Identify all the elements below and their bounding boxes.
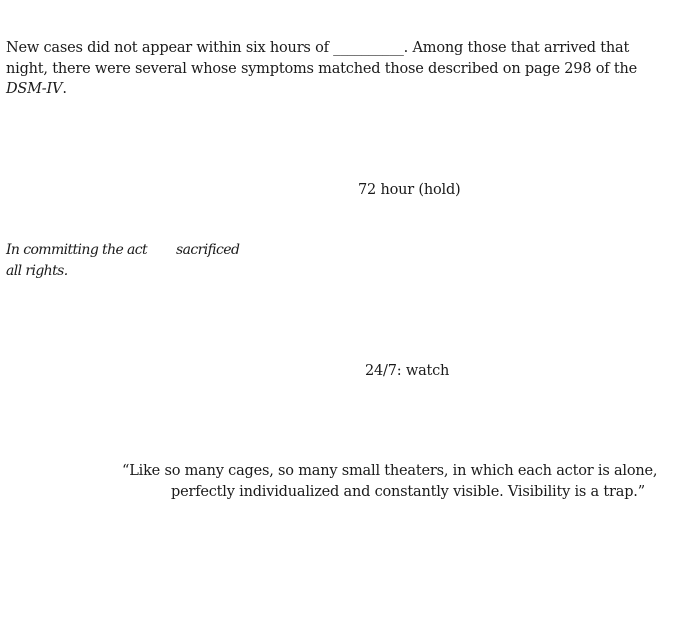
dsm-iv-title: DSM-IV	[6, 81, 63, 97]
seventy-two-hour-label: 72 hour (hold)	[358, 182, 461, 198]
twenty-four-seven-label: 24/7: watch	[365, 363, 450, 379]
italic-fragment	[6, 240, 239, 281]
intro-line-3	[6, 79, 637, 100]
closing-quote	[122, 461, 657, 502]
quote-line-1: “Like so many cages, so many small theaters, in which each actor is alone,	[122, 463, 658, 479]
italic-fragment-part-3: all rights.	[6, 262, 68, 279]
intro-line-2: night, there were several whose symptoms matched those described on page 298 of the	[6, 60, 638, 77]
italic-fragment-part-2: sacrificed	[176, 242, 240, 258]
quote-line-2: perfectly individualized and constantly visible. Visibility is a trap.”	[171, 483, 645, 500]
italic-fragment-part-1: In committing the act	[6, 242, 148, 258]
intro-line-1: New cases did not appear within six hours of __________. Among those that arrived that	[6, 40, 630, 56]
intro-paragraph	[6, 38, 637, 100]
intro-line-3-tail: .	[62, 81, 67, 97]
italic-fragment-line-1	[6, 240, 239, 261]
